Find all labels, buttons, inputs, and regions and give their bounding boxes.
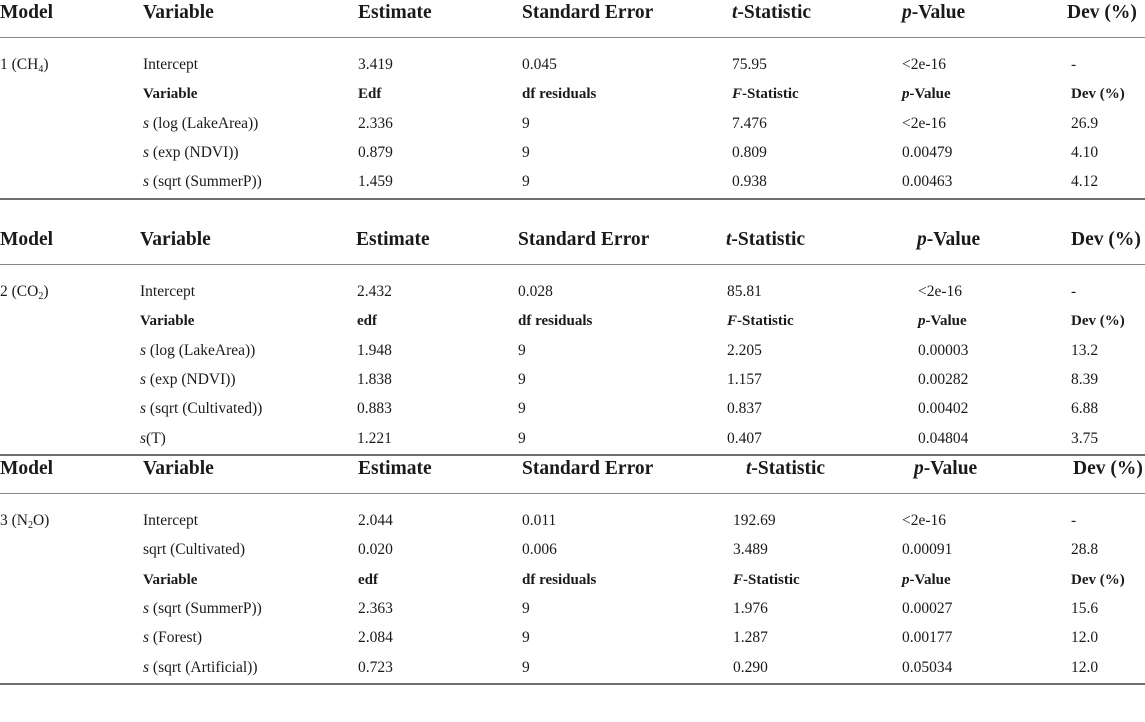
row-value-5: 12.0 xyxy=(1071,658,1099,676)
row-variable: s (sqrt (Artificial)) xyxy=(143,658,258,676)
header-dev: Dev (%) xyxy=(1067,2,1137,23)
header-variable: Variable xyxy=(143,458,214,479)
row-value-2: 0.028 xyxy=(518,283,553,300)
row-value-2: 0.011 xyxy=(522,512,557,529)
row-value-5: 8.39 xyxy=(1071,370,1099,388)
row-value-5: 15.6 xyxy=(1071,599,1099,617)
header-t-statistic: t-Statistic xyxy=(746,458,826,479)
row-value-3: 0.290 xyxy=(733,658,768,676)
row-variable: Intercept xyxy=(140,283,196,300)
row-value-4: <2e-16 xyxy=(918,283,963,300)
row-value-5: - xyxy=(1071,56,1077,73)
header-estimate: Estimate xyxy=(358,2,432,23)
row-value-5: 3.75 xyxy=(1071,429,1099,447)
row-value-4: 0.00282 xyxy=(918,370,969,388)
subheader-p-value: p-Value xyxy=(902,86,951,103)
row-variable: s (sqrt (SummerP)) xyxy=(143,599,262,617)
row-value-5: 26.9 xyxy=(1071,114,1099,132)
section-rule xyxy=(0,683,1145,685)
row-value-4: 0.05034 xyxy=(902,658,953,676)
row-value-2: 9 xyxy=(518,429,526,447)
row-value-1: 0.879 xyxy=(358,143,393,161)
row-value-5: 28.8 xyxy=(1071,541,1099,559)
subheader-df-residuals: df residuals xyxy=(522,86,597,103)
subheader-df-residuals: df residuals xyxy=(522,571,597,588)
row-value-4: 0.04804 xyxy=(918,429,969,447)
row-value-4: <2e-16 xyxy=(902,114,947,132)
row-value-4: 0.00027 xyxy=(902,599,953,617)
header-model: Model xyxy=(0,2,54,23)
row-value-4: 0.00402 xyxy=(918,400,969,418)
header-t-statistic: t-Statistic xyxy=(726,229,806,250)
header-dev: Dev (%) xyxy=(1071,229,1141,250)
subheader-f-statistic: F-Statistic xyxy=(733,571,800,588)
row-variable: s (log (LakeArea)) xyxy=(140,341,256,359)
header-variable: Variable xyxy=(140,229,211,250)
header-standard-error: Standard Error xyxy=(522,2,654,23)
subheader-f-statistic: F-Statistic xyxy=(727,313,794,330)
row-value-1: 1.221 xyxy=(357,429,392,447)
row-value-3: 7.476 xyxy=(732,114,767,132)
row-value-1: 2.363 xyxy=(358,599,393,617)
row-value-5: - xyxy=(1071,512,1077,529)
row-value-1: 2.084 xyxy=(358,629,393,647)
row-value-3: 1.157 xyxy=(727,370,762,388)
row-value-3: 192.69 xyxy=(733,512,776,529)
subheader-p-value: p-Value xyxy=(902,571,951,588)
header-rule xyxy=(0,264,1145,265)
row-value-3: 85.81 xyxy=(727,283,762,300)
subheader-variable: Variable xyxy=(143,571,198,588)
row-value-1: 1.459 xyxy=(358,173,393,191)
subheader-df-residuals: df residuals xyxy=(518,313,593,330)
row-value-2: 9 xyxy=(522,173,530,191)
section-rule xyxy=(0,198,1145,200)
row-value-3: 3.489 xyxy=(733,541,768,559)
row-value-2: 9 xyxy=(518,370,526,388)
row-variable: s (sqrt (Cultivated)) xyxy=(140,400,263,418)
row-value-4: 0.00479 xyxy=(902,143,953,161)
row-variable: s(T) xyxy=(140,429,166,447)
row-value-5: 13.2 xyxy=(1071,341,1099,359)
row-value-3: 1.976 xyxy=(733,599,768,617)
row-variable: s (exp (NDVI)) xyxy=(143,143,239,161)
row-variable: s (log (LakeArea)) xyxy=(143,114,259,132)
header-model: Model xyxy=(0,229,54,250)
subheader-variable: Variable xyxy=(140,313,195,330)
header-model: Model xyxy=(0,458,54,479)
model-label: 1 $(CH_4)$ xyxy=(0,56,49,75)
subheader-variable: Variable xyxy=(143,86,198,103)
row-value-3: 2.205 xyxy=(727,341,762,359)
header-rule xyxy=(0,493,1145,494)
row-value-1: 1.838 xyxy=(357,370,392,388)
header-p-value: p-Value xyxy=(917,229,981,250)
row-value-5: 12.0 xyxy=(1071,629,1099,647)
row-value-1: 0.723 xyxy=(358,658,393,676)
row-value-1: 0.020 xyxy=(358,541,393,559)
row-value-1: 1.948 xyxy=(357,341,392,359)
row-value-1: 2.336 xyxy=(358,114,393,132)
row-value-1: 2.432 xyxy=(357,283,392,300)
row-value-2: 9 xyxy=(522,599,530,617)
subheader-dev: Dev (%) xyxy=(1071,571,1125,588)
row-value-1: 0.883 xyxy=(357,400,392,418)
header-p-value: p-Value xyxy=(914,458,978,479)
row-value-2: 9 xyxy=(518,400,526,418)
row-value-1: 3.419 xyxy=(358,56,393,73)
subheader-edf: edf xyxy=(357,313,377,330)
row-value-2: 9 xyxy=(522,114,530,132)
row-value-3: 0.938 xyxy=(732,173,767,191)
row-value-4: 0.00463 xyxy=(902,173,953,191)
row-value-1: 2.044 xyxy=(358,512,393,529)
section-rule xyxy=(0,454,1145,456)
subheader-edf: edf xyxy=(358,571,378,588)
row-value-2: 0.045 xyxy=(522,56,557,73)
row-value-4: <2e-16 xyxy=(902,56,947,73)
row-variable: Intercept xyxy=(143,56,199,73)
row-value-4: 0.00091 xyxy=(902,541,953,559)
row-variable: s (Forest) xyxy=(143,629,202,647)
row-value-2: 9 xyxy=(522,658,530,676)
header-standard-error: Standard Error xyxy=(522,458,654,479)
row-value-4: 0.00003 xyxy=(918,341,969,359)
header-variable: Variable xyxy=(143,2,214,23)
header-t-statistic: t-Statistic xyxy=(732,2,812,23)
subheader-dev: Dev (%) xyxy=(1071,86,1125,103)
header-rule xyxy=(0,37,1145,38)
header-p-value: p-Value xyxy=(902,2,966,23)
model-label: 2 $(CO_2)$ xyxy=(0,283,49,302)
row-value-5: 4.12 xyxy=(1071,173,1099,191)
row-variable: s (exp (NDVI)) xyxy=(140,370,236,388)
row-variable: sqrt (Cultivated) xyxy=(143,541,246,559)
subheader-edf: Edf xyxy=(358,86,382,103)
row-value-2: 9 xyxy=(522,143,530,161)
row-variable: s (sqrt (SummerP)) xyxy=(143,173,262,191)
row-value-2: 9 xyxy=(518,341,526,359)
row-value-3: 0.809 xyxy=(732,143,767,161)
row-value-2: 0.006 xyxy=(522,541,557,559)
subheader-f-statistic: F-Statistic xyxy=(732,86,799,103)
row-value-5: 4.10 xyxy=(1071,143,1099,161)
row-value-2: 9 xyxy=(522,629,530,647)
row-value-4: <2e-16 xyxy=(902,512,947,529)
row-value-3: 0.837 xyxy=(727,400,762,418)
row-value-3: 1.287 xyxy=(733,629,768,647)
model-label: 3 $(N_2O)$ xyxy=(0,512,50,531)
row-value-5: - xyxy=(1071,283,1077,300)
header-estimate: Estimate xyxy=(358,458,432,479)
subheader-p-value: p-Value xyxy=(918,313,967,330)
header-dev: Dev (%) xyxy=(1073,458,1143,479)
header-standard-error: Standard Error xyxy=(518,229,650,250)
row-value-3: 0.407 xyxy=(727,429,762,447)
row-variable: Intercept xyxy=(143,512,199,529)
header-estimate: Estimate xyxy=(356,229,430,250)
subheader-dev: Dev (%) xyxy=(1071,313,1125,330)
row-value-4: 0.00177 xyxy=(902,629,953,647)
row-value-3: 75.95 xyxy=(732,56,767,73)
row-value-5: 6.88 xyxy=(1071,400,1099,418)
